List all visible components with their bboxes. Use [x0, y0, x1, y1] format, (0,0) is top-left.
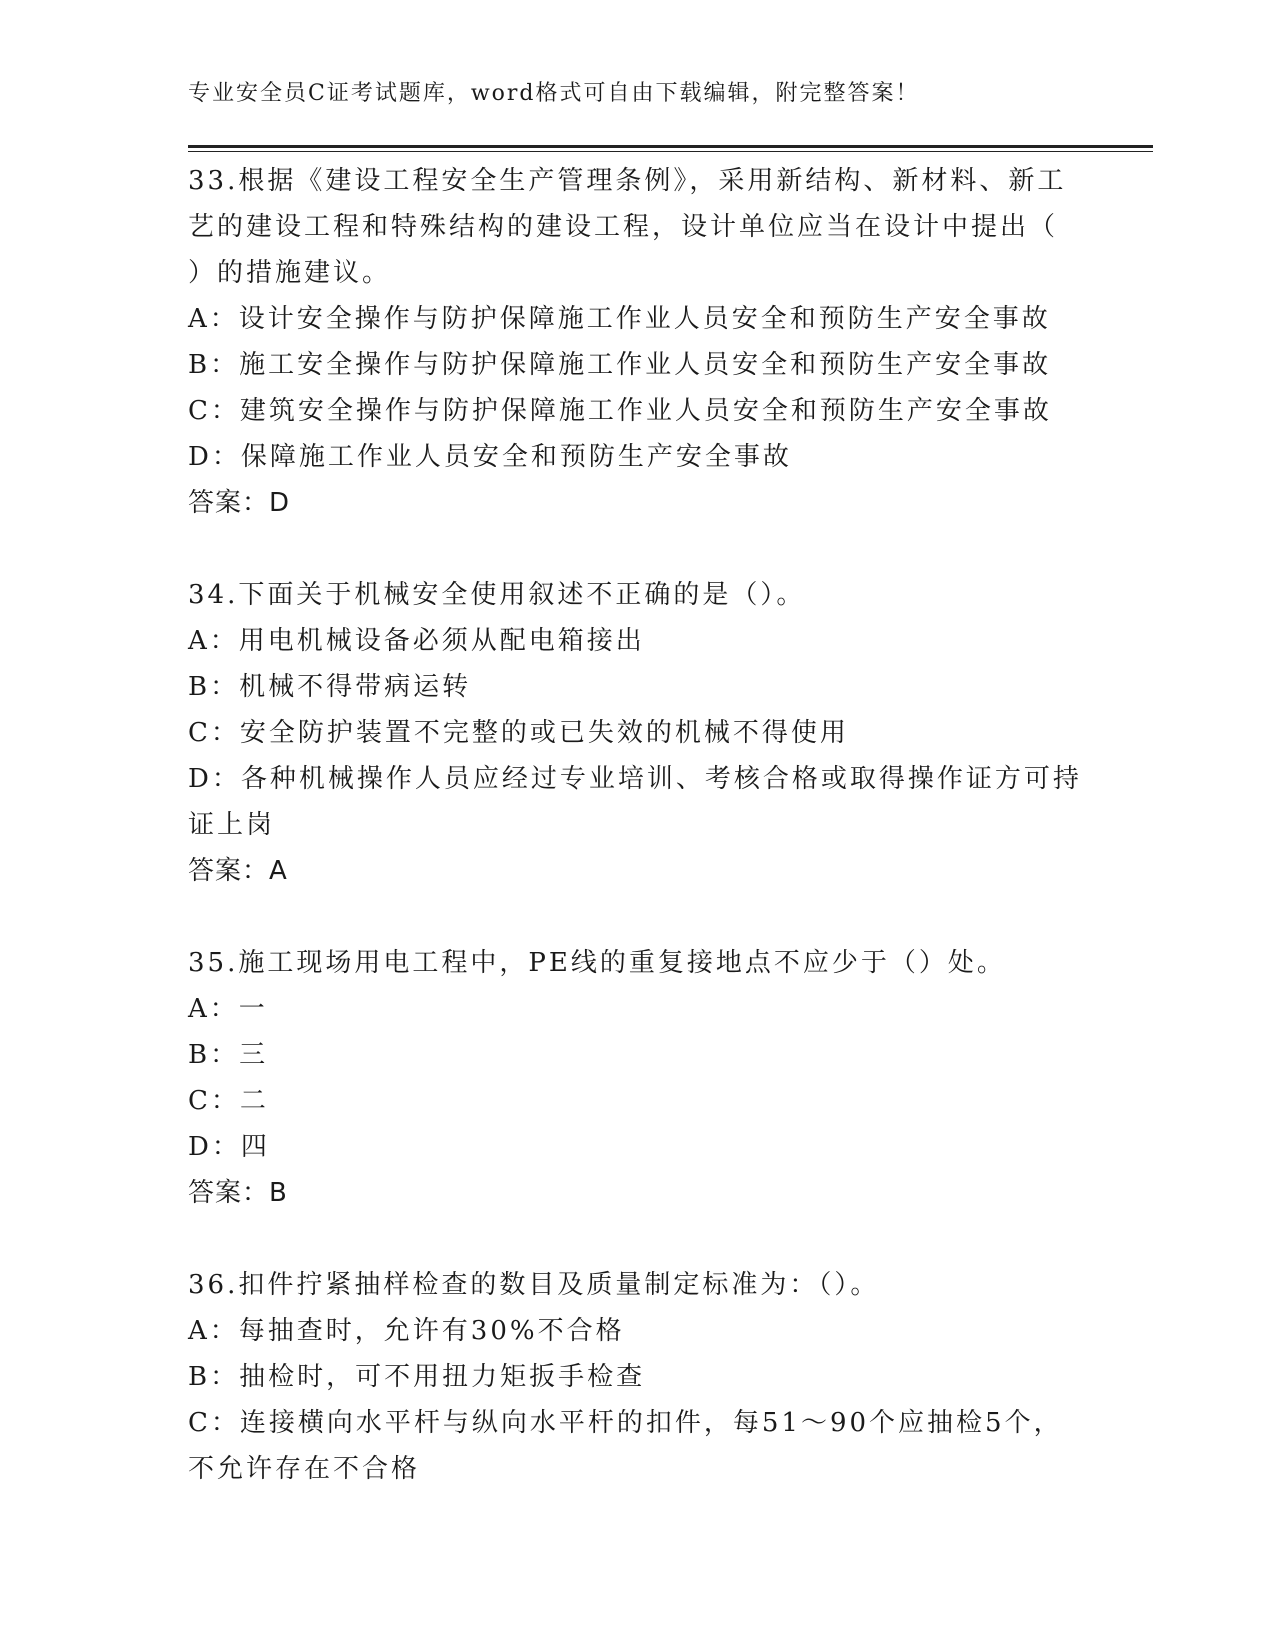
answer-line: 答案：D — [188, 488, 291, 518]
question-text: 33.根据《建设工程安全生产管理条例》，采用新结构、新材料、新工 — [188, 166, 1067, 196]
question-text: 35.施工现场用电工程中，PE线的重复接地点不应少于（）处。 — [188, 948, 1006, 978]
option-d: D：保障施工作业人员安全和预防生产安全事故 — [188, 442, 792, 472]
question-text: 34.下面关于机械安全使用叙述不正确的是（）。 — [188, 580, 806, 610]
question-33 — [188, 158, 1088, 526]
question-text: 36.扣件拧紧抽样检查的数目及质量制定标准为：（）。 — [188, 1270, 880, 1300]
option-b: B：施工安全操作与防护保障施工作业人员安全和预防生产安全事故 — [188, 350, 1052, 380]
question-35 — [188, 940, 1088, 1216]
option-b: B：三 — [188, 1040, 269, 1070]
option-c: C：建筑安全操作与防护保障施工作业人员安全和预防生产安全事故 — [188, 396, 1052, 426]
option-c-continued: 不允许存在不合格 — [188, 1454, 421, 1484]
header-divider — [188, 145, 1153, 152]
option-d: D：各种机械操作人员应经过专业培训、考核合格或取得操作证方可持 — [188, 764, 1082, 794]
question-34 — [188, 572, 1088, 894]
option-a: A：设计安全操作与防护保障施工作业人员安全和预防生产安全事故 — [188, 304, 1051, 334]
option-c: C：二 — [188, 1086, 269, 1116]
question-36 — [188, 1262, 1088, 1492]
answer-line: 答案：A — [188, 856, 288, 886]
answer-line: 答案：B — [188, 1178, 288, 1208]
option-c: C：连接横向水平杆与纵向水平杆的扣件，每51～90个应抽检5个， — [188, 1408, 1063, 1438]
question-text: ）的措施建议。 — [188, 258, 392, 288]
option-b: B：抽检时，可不用扭力矩扳手检查 — [188, 1362, 646, 1392]
question-list — [188, 158, 1088, 1538]
option-a: A：每抽查时，允许有30%不合格 — [188, 1316, 625, 1346]
option-a: A：用电机械设备必须从配电箱接出 — [188, 626, 645, 656]
question-text: 艺的建设工程和特殊结构的建设工程，设计单位应当在设计中提出（ — [188, 212, 1059, 242]
page-header: 专业安全员C证考试题库，word格式可自由下载编辑，附完整答案！ — [188, 81, 920, 106]
option-d-continued: 证上岗 — [188, 810, 276, 840]
option-a: A：一 — [188, 994, 268, 1024]
option-c: C：安全防护装置不完整的或已失效的机械不得使用 — [188, 718, 849, 748]
option-b: B：机械不得带病运转 — [188, 672, 472, 702]
option-d: D：四 — [188, 1132, 270, 1162]
